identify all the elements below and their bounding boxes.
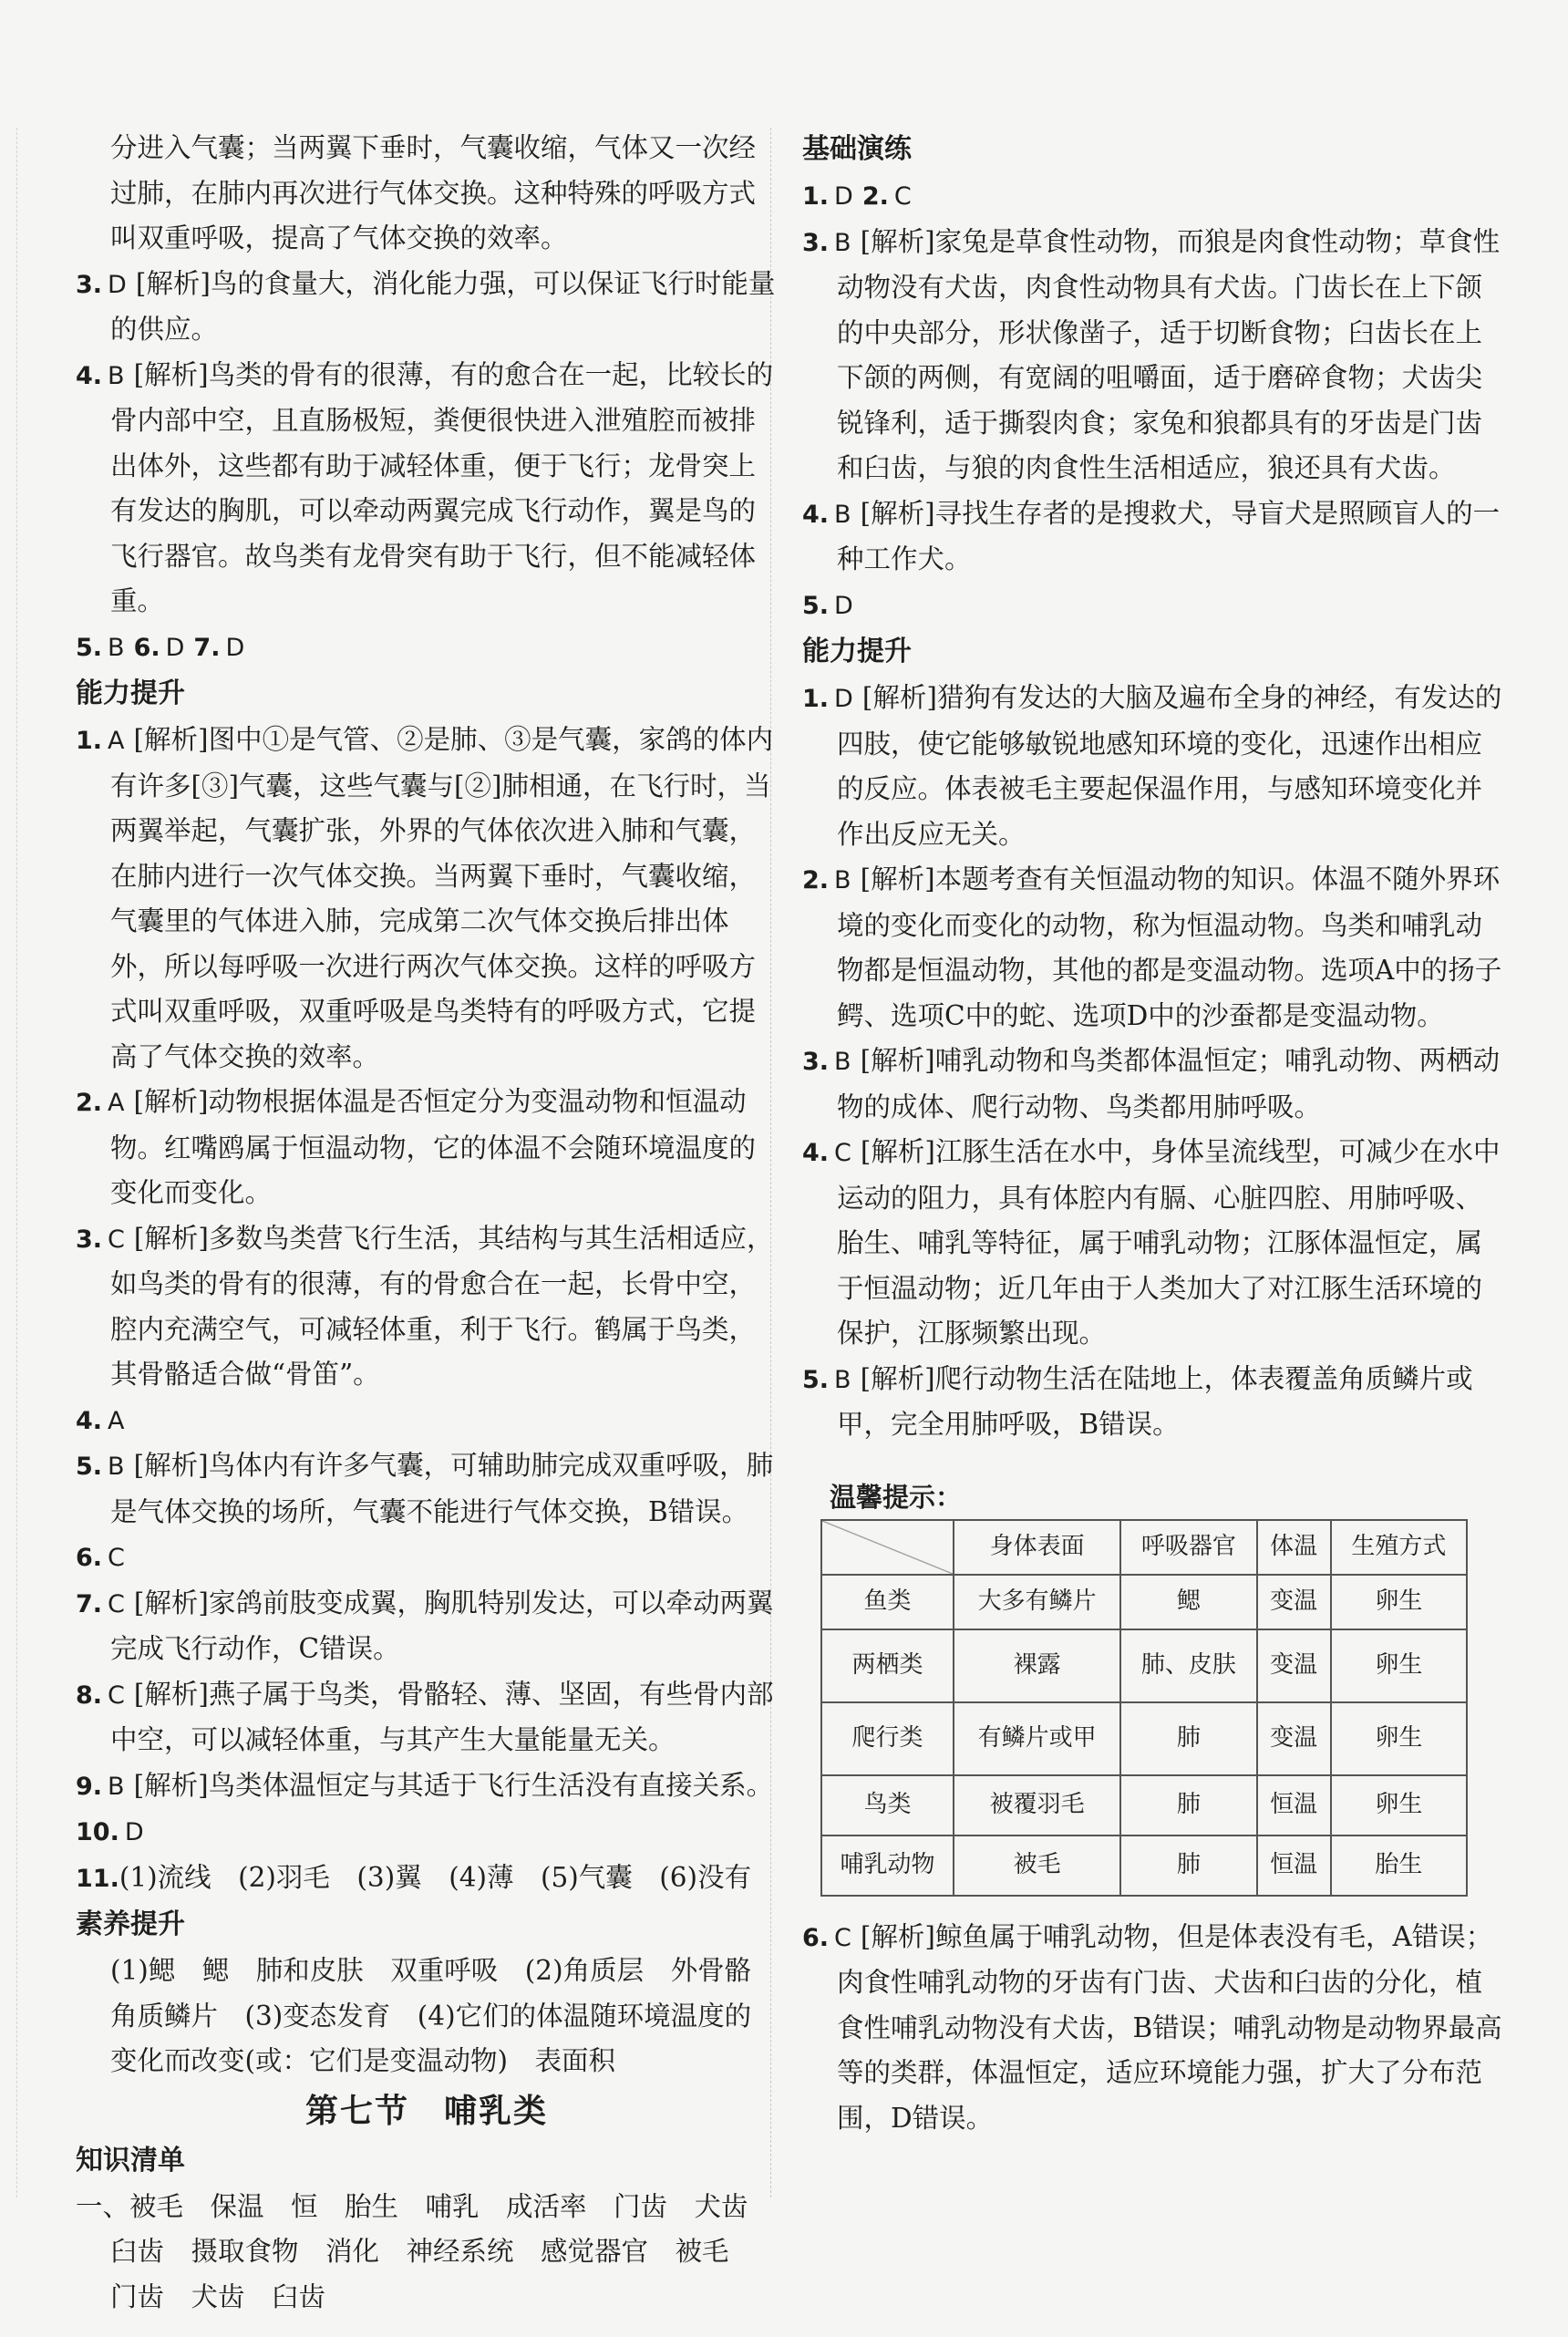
- heading-basic: 基础演练: [802, 133, 912, 165]
- heading-ability-right: 能力提升: [802, 636, 912, 667]
- tip-row-label: 两栖类: [821, 1629, 954, 1702]
- intro-paragraph: 分进入气囊；当两翼下垂时，气囊收缩，气体又一次经过肺，在肺内再次进行气体交换。这种特殊的呼吸方式叫双重呼吸，提高了气体交换的效率。: [110, 132, 757, 253]
- section-title: 第七节 哺乳类: [304, 2091, 548, 2130]
- tip-table: [820, 1519, 1468, 1897]
- knowledge-line-1: 一、被毛 保温 恒 胎生 哺乳 成活率 门齿 犬齿: [76, 2190, 748, 2222]
- ability-r-item-2: 2. B [解析]本题考查有关恒温动物的知识。体温不随外界环境的变化而变化的动物，称为恒温动物。鸟类和哺乳动物都是恒温动物，其他的都是变温动物。选项A中的扬子鳄、选项C中的蛇、选项D中的沙蚕都是变温动物。: [802, 863, 1502, 1031]
- tip-corner-cell: [821, 1520, 954, 1575]
- tip-cell: 变温: [1257, 1629, 1331, 1702]
- tip-cell: 恒温: [1257, 1835, 1331, 1896]
- basic-item-5: 5. D: [802, 591, 853, 620]
- tip-row: [821, 1575, 1467, 1629]
- basic-item-3: 3. B [解析]家兔是草食性动物，而狼是肉食性动物；草食性动物没有犬齿，肉食性动物具有犬齿。门齿长在上下颌的中央部分，形状像凿子，适于切断食物；臼齿长在上下颌的两侧，有宽阔的咀嚼面，适于磨碎食物；犬齿尖锐锋利，适于撕裂肉食；家兔和狼都具有的牙齿是门齿和臼齿，与狼的肉食性生活相适应，狼还具有犬齿。: [802, 225, 1501, 483]
- tip-cell: 肺: [1120, 1835, 1256, 1896]
- tip-cell: 大多有鳞片: [954, 1575, 1120, 1629]
- tip-cell: 卵生: [1331, 1629, 1467, 1702]
- tip-row: [821, 1775, 1467, 1835]
- tip-cell: 裸露: [954, 1629, 1120, 1702]
- heading-ability: 能力提升: [76, 677, 185, 709]
- tip-cell: 鳃: [1120, 1575, 1256, 1629]
- ability-item-4: 4. A: [76, 1406, 125, 1435]
- ability-r-item-6: 6. C [解析]鲸鱼属于哺乳动物，但是体表没有毛，A错误；肉食性哺乳动物的牙齿有门齿、犬齿和臼齿的分化，植食性哺乳动物没有犬齿，B错误；哺乳动物是动物界最高等的类群，体温恒定，适应环境能力强，扩大了分布范围，D错误。: [802, 1920, 1502, 2134]
- ability-item-2: 2. A [解析]动物根据体温是否恒定分为变温动物和恒温动物。红嘴鸥属于恒温动物，它的体温不会随环境温度的变化而变化。: [76, 1086, 757, 1208]
- ability-item-10: 10. D: [76, 1818, 144, 1846]
- literacy-answers: (1)鳃 鳃 肺和皮肤 双重呼吸 (2)角质层 外骨骼 角质鳞片 (3)变态发育 (4)它们的体温随环境温度的变化而改变(或：它们是变温动物) 表面积: [110, 1955, 779, 2076]
- left-column: [76, 126, 778, 2320]
- tip-header-cell: 体温: [1257, 1520, 1331, 1575]
- tip-row-label: 哺乳动物: [821, 1835, 954, 1896]
- basic-item-4: 4. B [解析]寻找生存者的是搜救犬，导盲犬是照顾盲人的一种工作犬。: [802, 497, 1501, 574]
- tip-cell: 胎生: [1331, 1835, 1467, 1896]
- tip-title: 温馨提示：: [830, 1481, 963, 1513]
- ability-item-6: 6. C: [76, 1544, 125, 1572]
- ability-item-11: 11.(1)流线 (2)羽毛 (3)翼 (4)薄 (5)气囊 (6)没有: [76, 1861, 752, 1893]
- tip-row: [821, 1702, 1467, 1775]
- ability-item-9: 9. B [解析]鸟类体温恒定与其适于飞行生活没有直接关系。: [76, 1769, 774, 1801]
- ability-r-item-4: 4. C [解析]江豚生活在水中，身体呈流线型，可减少在水中运动的阻力，具有体腔内有膈、心脏四腔、用肺呼吸、胎生、哺乳等特征，属于哺乳动物；江豚体温恒定，属于恒温动物；近几年由于人类加大了对江豚生活环境的保护，江豚频繁出现。: [802, 1136, 1501, 1349]
- tip-cell: 卵生: [1331, 1575, 1467, 1629]
- ability-r-item-5: 5. B [解析]爬行动物生活在陆地上，体表覆盖角质鳞片或甲，完全用肺呼吸，B错误。: [802, 1362, 1473, 1440]
- tip-cell: 恒温: [1257, 1775, 1331, 1835]
- tip-cell: 变温: [1257, 1575, 1331, 1629]
- basic-items-1-2: 1. D 2. C: [802, 182, 912, 211]
- ability-r-item-1: 1. D [解析]猎狗有发达的大脑及遍布全身的神经，有发达的四肢，使它能够敏锐地感知环境的变化，迅速作出相应的反应。体表被毛主要起保温作用，与感知环境变化并作出反应无关。: [802, 682, 1502, 850]
- ability-r-item-3: 3. B [解析]哺乳动物和鸟类都体温恒定；哺乳动物、两栖动物的成体、爬行动物、鸟类都用肺呼吸。: [802, 1045, 1501, 1122]
- answer-items-5-7: 5. B 6. D 7. D: [76, 633, 245, 662]
- tip-row: [821, 1835, 1467, 1896]
- tip-cell: 变温: [1257, 1702, 1331, 1775]
- tip-header-cell: 生殖方式: [1331, 1520, 1467, 1575]
- tip-header-row: [821, 1520, 1467, 1575]
- page-margin-line: [16, 128, 17, 2197]
- heading-knowledge: 知识清单: [76, 2144, 185, 2177]
- ability-item-7: 7. C [解析]家鸽前肢变成翼，胸肌特别发达，可以牵动两翼完成飞行动作，C错误。: [76, 1587, 774, 1664]
- ability-item-1: 1. A [解析]图中①是气管、②是肺、③是气囊，家鸽的体内有许多[③]气囊，这些气囊与[②]肺相通，在飞行时，当两翼举起，气囊扩张，外界的气体依次进入肺和气囊，在肺内进行一次气体交换。当两翼下垂时，气囊收缩，气囊里的气体进入肺，完成第二次气体交换后排出体外，所以每呼吸一次进行两次气体交换。这样的呼吸方式叫双重呼吸，双重呼吸是鸟类特有的呼吸方式，它提高了气体交换的效率。: [76, 724, 774, 1072]
- tip-cell: 卵生: [1331, 1702, 1467, 1775]
- tip-header-cell: 呼吸器官: [1120, 1520, 1256, 1575]
- tip-cell: 卵生: [1331, 1775, 1467, 1835]
- tip-row-label: 鱼类: [821, 1575, 954, 1629]
- tip-cell: 肺: [1120, 1775, 1256, 1835]
- tip-cell: 被覆羽毛: [954, 1775, 1120, 1835]
- tip-row-label: 爬行类: [821, 1702, 954, 1775]
- ability-item-5: 5. B [解析]鸟体内有许多气囊，可辅助肺完成双重呼吸，肺是气体交换的场所，气囊不能进行气体交换，B错误。: [76, 1450, 774, 1527]
- ability-item-3: 3. C [解析]多数鸟类营飞行生活，其结构与其生活相适应，如鸟类的骨有的很薄，有的骨愈合在一起，长骨中空，腔内充满空气，可减轻体重，利于飞行。鹤属于鸟类，其骨骼适合做“骨笛”。: [76, 1222, 774, 1390]
- tip-row: [821, 1629, 1467, 1702]
- tip-cell: 被毛: [954, 1835, 1120, 1896]
- answer-item-4: 4. B [解析]鸟类的骨有的很薄，有的愈合在一起，比较长的骨内部中空，且直肠极短，粪便很快进入泄殖腔而被排出体外，这些都有助于减轻体重，便于飞行；龙骨突上有发达的胸肌，可以牵动两翼完成飞行动作，翼是鸟的飞行器官。故鸟类有龙骨突有助于飞行，但不能减轻体重。: [76, 358, 774, 616]
- heading-literacy: 素养提升: [76, 1908, 185, 1940]
- tip-box: [820, 1475, 1504, 1897]
- answer-item-3: 3. D [解析]鸟的食量大，消化能力强，可以保证飞行时能量的供应。: [76, 267, 776, 345]
- right-column: [802, 126, 1504, 2141]
- knowledge-line-3: 门齿 犬齿 臼齿: [110, 2280, 326, 2312]
- tip-header-cell: 身体表面: [954, 1520, 1120, 1575]
- ability-item-8: 8. C [解析]燕子属于鸟类，骨骼轻、薄、坚固，有些骨内部中空，可以减轻体重，与其产生大量能量无关。: [76, 1678, 774, 1755]
- tip-cell: 肺: [1120, 1702, 1256, 1775]
- tip-row-label: 鸟类: [821, 1775, 954, 1835]
- knowledge-line-2: 臼齿 摄取食物 消化 神经系统 感觉器官 被毛: [110, 2236, 729, 2267]
- tip-cell: 肺、皮肤: [1120, 1629, 1256, 1702]
- tip-cell: 有鳞片或甲: [954, 1702, 1120, 1775]
